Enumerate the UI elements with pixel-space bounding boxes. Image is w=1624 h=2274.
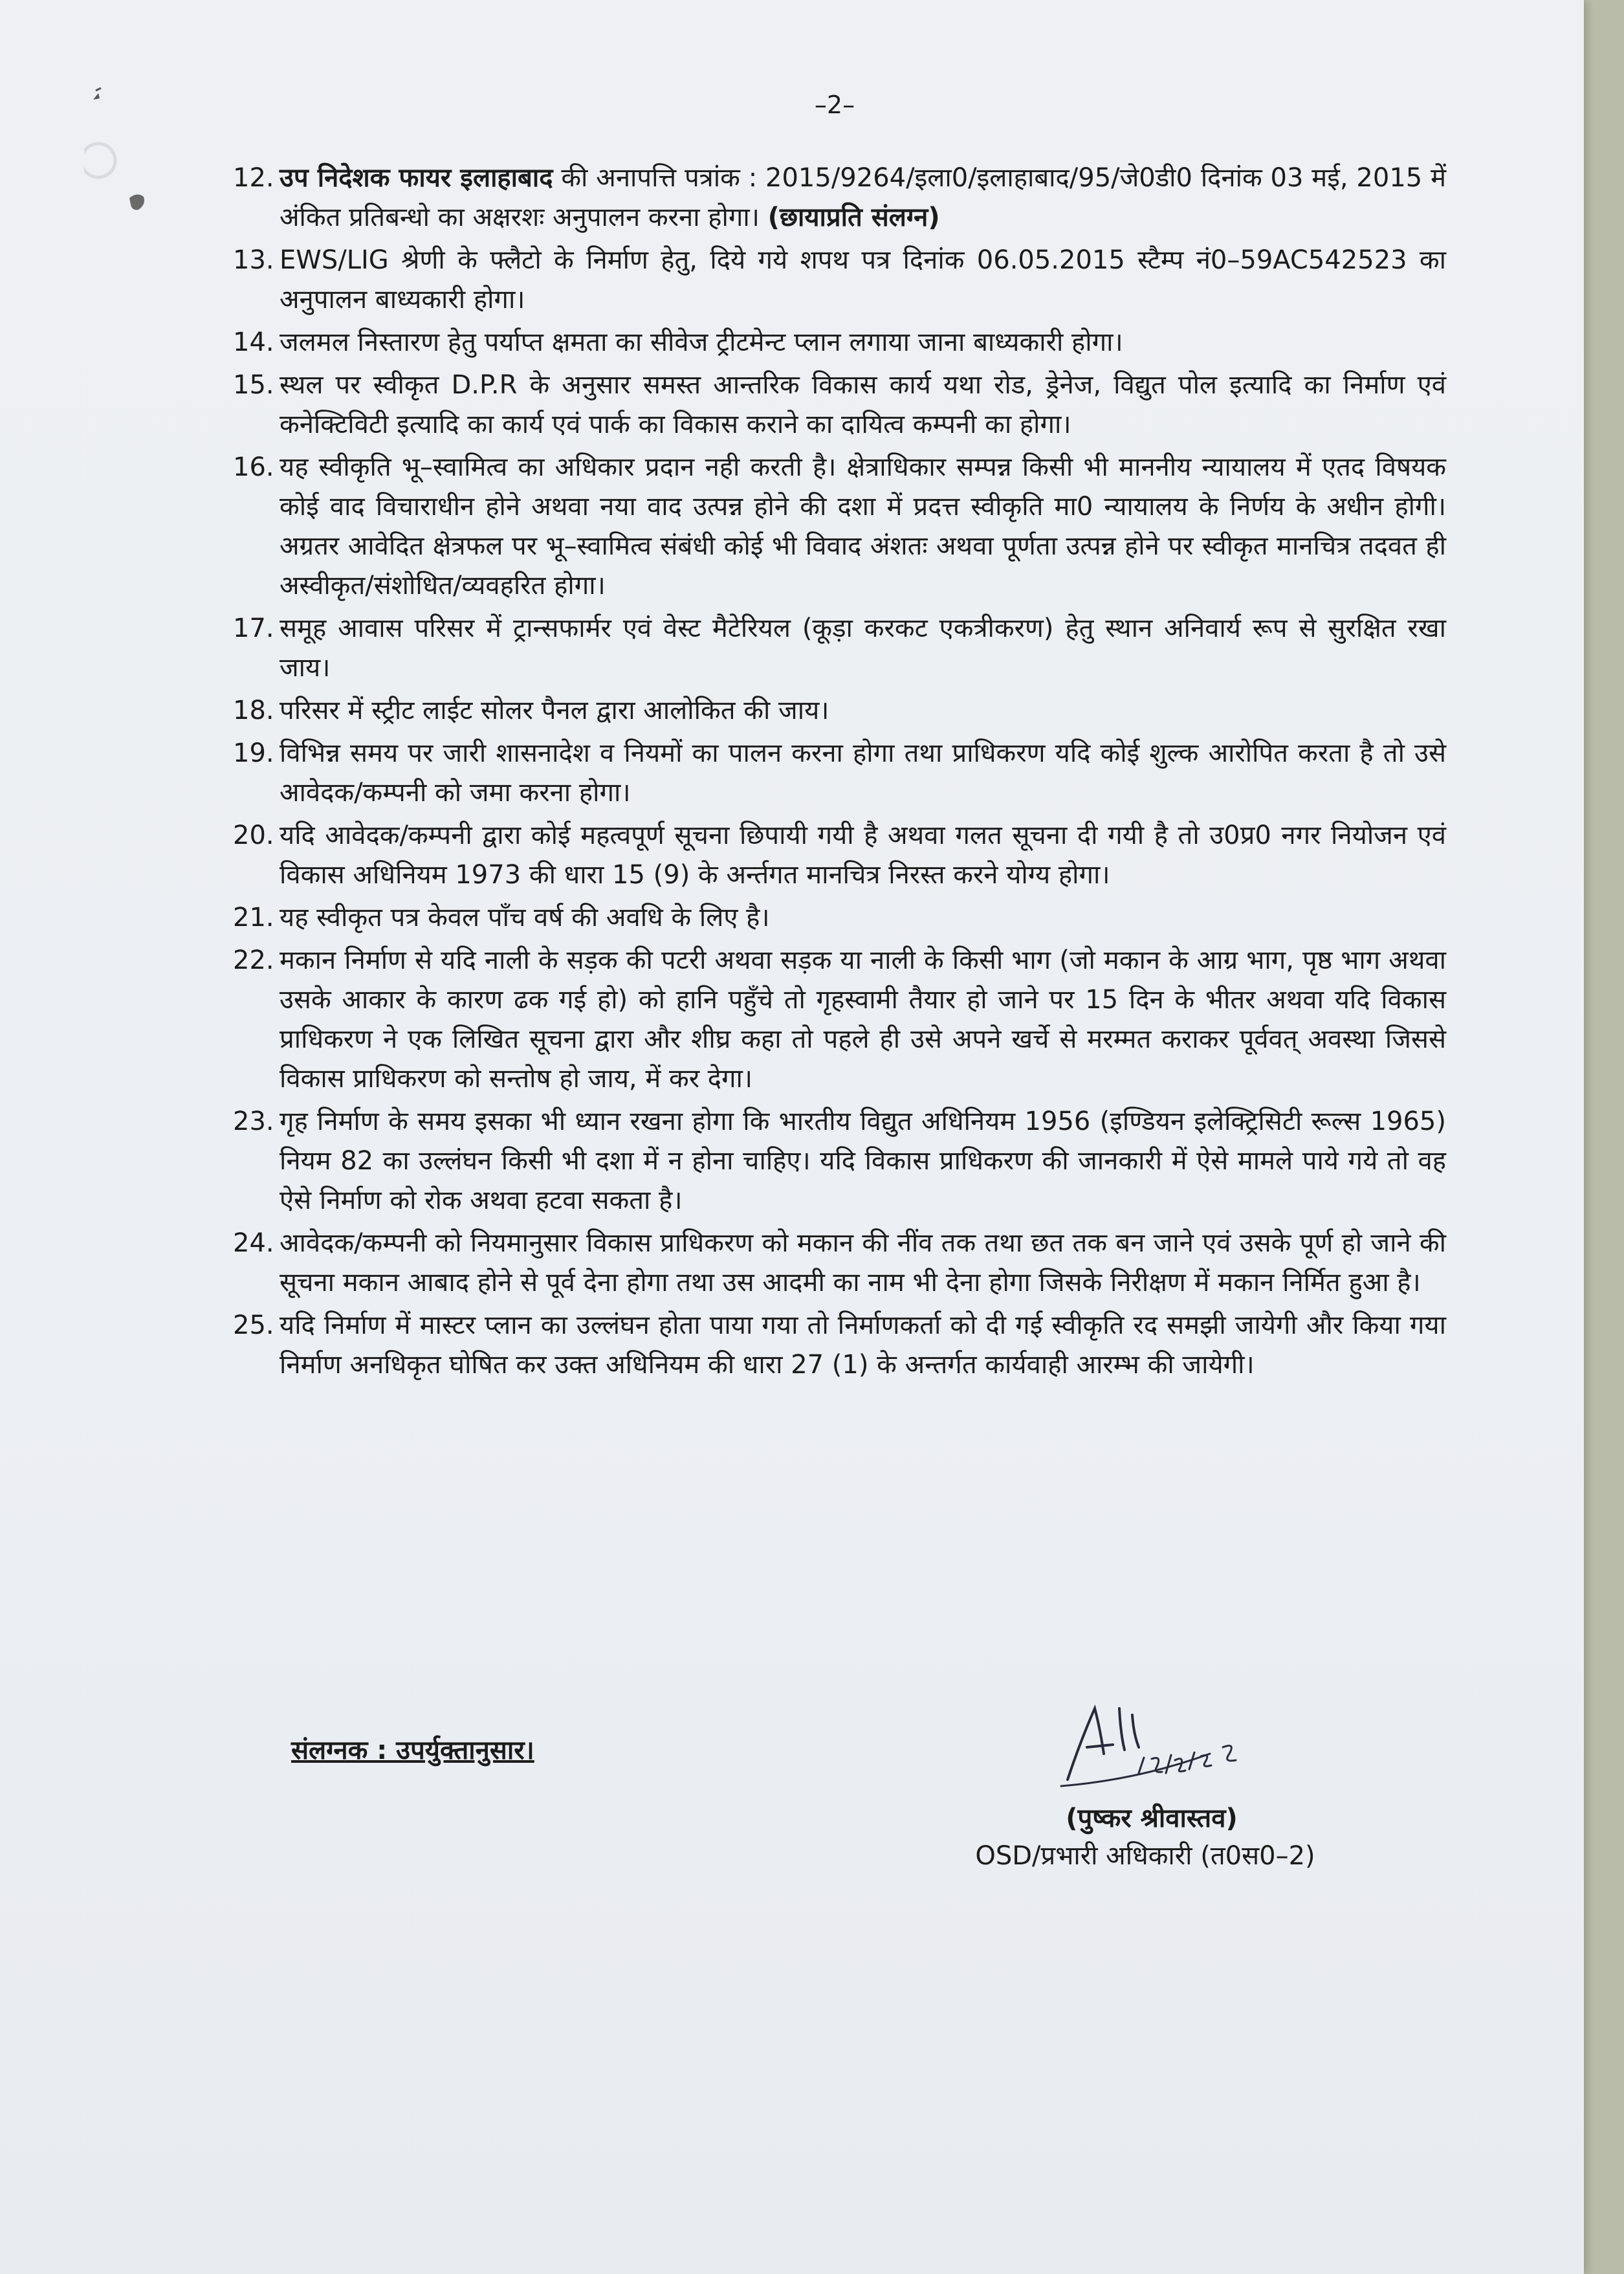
item-number: 20.	[233, 821, 274, 850]
item-text: यह स्वीकृत पत्र केवल पाँच वर्ष की अवधि के लिए है।	[280, 903, 770, 933]
item-text: समूह आवास परिसर में ट्रान्सफार्मर एवं वेस्ट मैटेरियल (कूड़ा करकट एकत्रीकरण) हेतु स्थान अनिवार्य रूप से सुरक्षित रखा जाय।	[280, 613, 1446, 683]
list-item	[233, 734, 1446, 813]
item-text: परिसर में स्ट्रीट लाईट सोलर पैनल द्वारा आलोकित की जाय।	[280, 696, 829, 725]
item-number: 14.	[233, 327, 274, 357]
list-item	[233, 448, 1446, 606]
item-text: मकान निर्माण से यदि नाली के सड़क की पटरी अथवा सड़क या नाली के किसी भाग (जो मकान के आग्र भाग, पृष्ठ भाग अथवा उसके आकार के कारण ढक गई हो) को हानि पहुँचे तो गृहस्वामी तैयार हो जाने पर 15 दिन के भीतर अथवा यदि विकास प्राधिकरण ने एक लिखित सूचना द्वारा और शीघ्र कहा तो पहले ही उसे अपने खर्चे से मरम्मत कराकर पूर्ववत् अवस्था जिससे विकास प्राधिकरण को सन्तोष हो जाय, में कर देगा।	[280, 945, 1446, 1094]
item-number: 18.	[233, 696, 274, 725]
list-item	[233, 691, 1446, 731]
item-number: 12.	[233, 163, 274, 193]
conditions-list	[233, 159, 1446, 1388]
item-lead-bold: उप निदेशक फायर इलाहाबाद	[280, 163, 553, 193]
list-item	[233, 1224, 1446, 1303]
list-item	[233, 898, 1446, 938]
list-item	[233, 159, 1446, 237]
list-item	[233, 323, 1446, 362]
item-text: यदि निर्माण में मास्टर प्लान का उल्लंघन होता पाया गया तो निर्माणकर्ता को दी गई स्वीकृति रद समझी जायेगी और किया गया निर्माण अनधिकृत घोषित कर उक्त अधिनियम की धारा 27 (1) के अन्तर्गत कार्यवाही आरम्भ की जायेगी।	[280, 1310, 1446, 1380]
item-number: 21.	[233, 903, 274, 933]
list-item	[233, 241, 1446, 320]
item-tail-bold: (छायाप्रति संलग्न)	[767, 203, 940, 232]
item-text: जलमल निस्तारण हेतु पर्याप्त क्षमता का सीवेज ट्रीटमेन्ट प्लान लगाया जाना बाध्यकारी होगा।	[280, 327, 1123, 357]
item-number: 19.	[233, 738, 274, 768]
list-item	[233, 816, 1446, 895]
list-item	[233, 1102, 1446, 1220]
list-item	[233, 1306, 1446, 1385]
item-text: EWS/LIG श्रेणी के फ्लैटो के निर्माण हेतु, दिये गये शपथ पत्र दिनांक 06.05.2015 स्टैम्प नं0–59AC542523 का अनुपालन बाध्यकारी होगा।	[280, 245, 1446, 315]
item-text: गृह निर्माण के समय इसका भी ध्यान रखना होगा कि भारतीय विद्युत अधिनियम 1956 (इण्डियन इलेक्ट्रिसिटी रूल्स 1965) नियम 82 का उल्लंघन किसी भी दशा में न होना चाहिए। यदि विकास प्राधिकरण की जानकारी में ऐसे मामले पाये गये तो वह ऐसे निर्माण को रोक अथवा हटवा सकता है।	[280, 1107, 1446, 1215]
item-text: स्थल पर स्वीकृत D.P.R के अनुसार समस्त आन्तरिक विकास कार्य यथा रोड, ड्रेनेज, विद्युत पोल इत्यादि का निर्माण एवं कनेक्टिविटी इत्यादि का कार्य एवं पार्क का विकास कराने का दायित्व कम्पनी का होगा।	[280, 370, 1446, 439]
item-number: 16.	[233, 452, 274, 482]
item-number: 13.	[233, 245, 274, 275]
item-text	[280, 163, 1446, 232]
item-body: की अनापत्ति पत्रांक : 2015/9264/इला0/इलाहाबाद/95/जे0डी0 दिनांक 03 मई, 2015 में अंकित प्रतिबन्धो का अक्षरशः अनुपालन करना होगा।	[280, 163, 1447, 232]
list-item	[233, 941, 1446, 1099]
item-text: यह स्वीकृति भू–स्वामित्व का अधिकार प्रदान नही करती है। क्षेत्राधिकार सम्पन्न किसी भी माननीय न्यायालय में एतद विषयक कोई वाद विचाराधीन होने अथवा नया वाद उत्पन्न होने की दशा में प्रदत्त स्वीकृति मा0 न्यायालय के निर्णय के अधीन होगी। अग्रतर आवेदित क्षेत्रफल पर भू–स्वामित्व संबंधी कोई भी विवाद अंशतः अथवा पूर्णता उत्पन्न होने पर स्वीकृत मानचित्र तदवत ही अस्वीकृत/संशोधित/व्यवहरित होगा।	[280, 452, 1446, 601]
item-text: विभिन्न समय पर जारी शासनादेश व नियमों का पालन करना होगा तथा प्राधिकरण यदि कोई शुल्क आरोपित करता है तो उसे आवेदक/कम्पनी को जमा करना होगा।	[280, 738, 1446, 808]
item-text: यदि आवेदक/कम्पनी द्वारा कोई महत्वपूर्ण सूचना छिपायी गयी है अथवा गलत सूचना दी गयी है तो उ0प्र0 नगर नियोजन एवं विकास अधिनियम 1973 की धारा 15 (9) के अर्न्तगत मानचित्र निरस्त करने योग्य होगा।	[280, 821, 1446, 890]
signer-designation: OSD/प्रभारी अधिकारी (त0स0–2)	[975, 1841, 1315, 1871]
item-number: 15.	[233, 370, 274, 400]
page-number: –2–	[814, 91, 855, 119]
signature-icon	[1042, 1683, 1313, 1799]
list-item	[233, 609, 1446, 688]
enclosure-note: संलग्नक : उपर्युक्तानुसार।	[291, 1736, 534, 1765]
scan-mark-icon	[84, 84, 162, 220]
item-number: 25.	[233, 1310, 274, 1340]
item-text: आवेदक/कम्पनी को नियमानुसार विकास प्राधिकरण को मकान की नींव तक तथा छत तक बन जाने एवं उसके पूर्ण हो जाने की सूचना मकान आबाद होने से पूर्व देना होगा तथा उस आदमी का नाम भी देना होगा जिसके निरीक्षण में मकान निर्मित हुआ है।	[280, 1228, 1446, 1297]
signer-name: (पुष्कर श्रीवास्तव)	[1066, 1804, 1238, 1833]
list-item	[233, 366, 1446, 445]
item-number: 23.	[233, 1107, 274, 1136]
item-number: 24.	[233, 1228, 274, 1258]
item-number: 22.	[233, 945, 274, 975]
item-number: 17.	[233, 613, 274, 643]
